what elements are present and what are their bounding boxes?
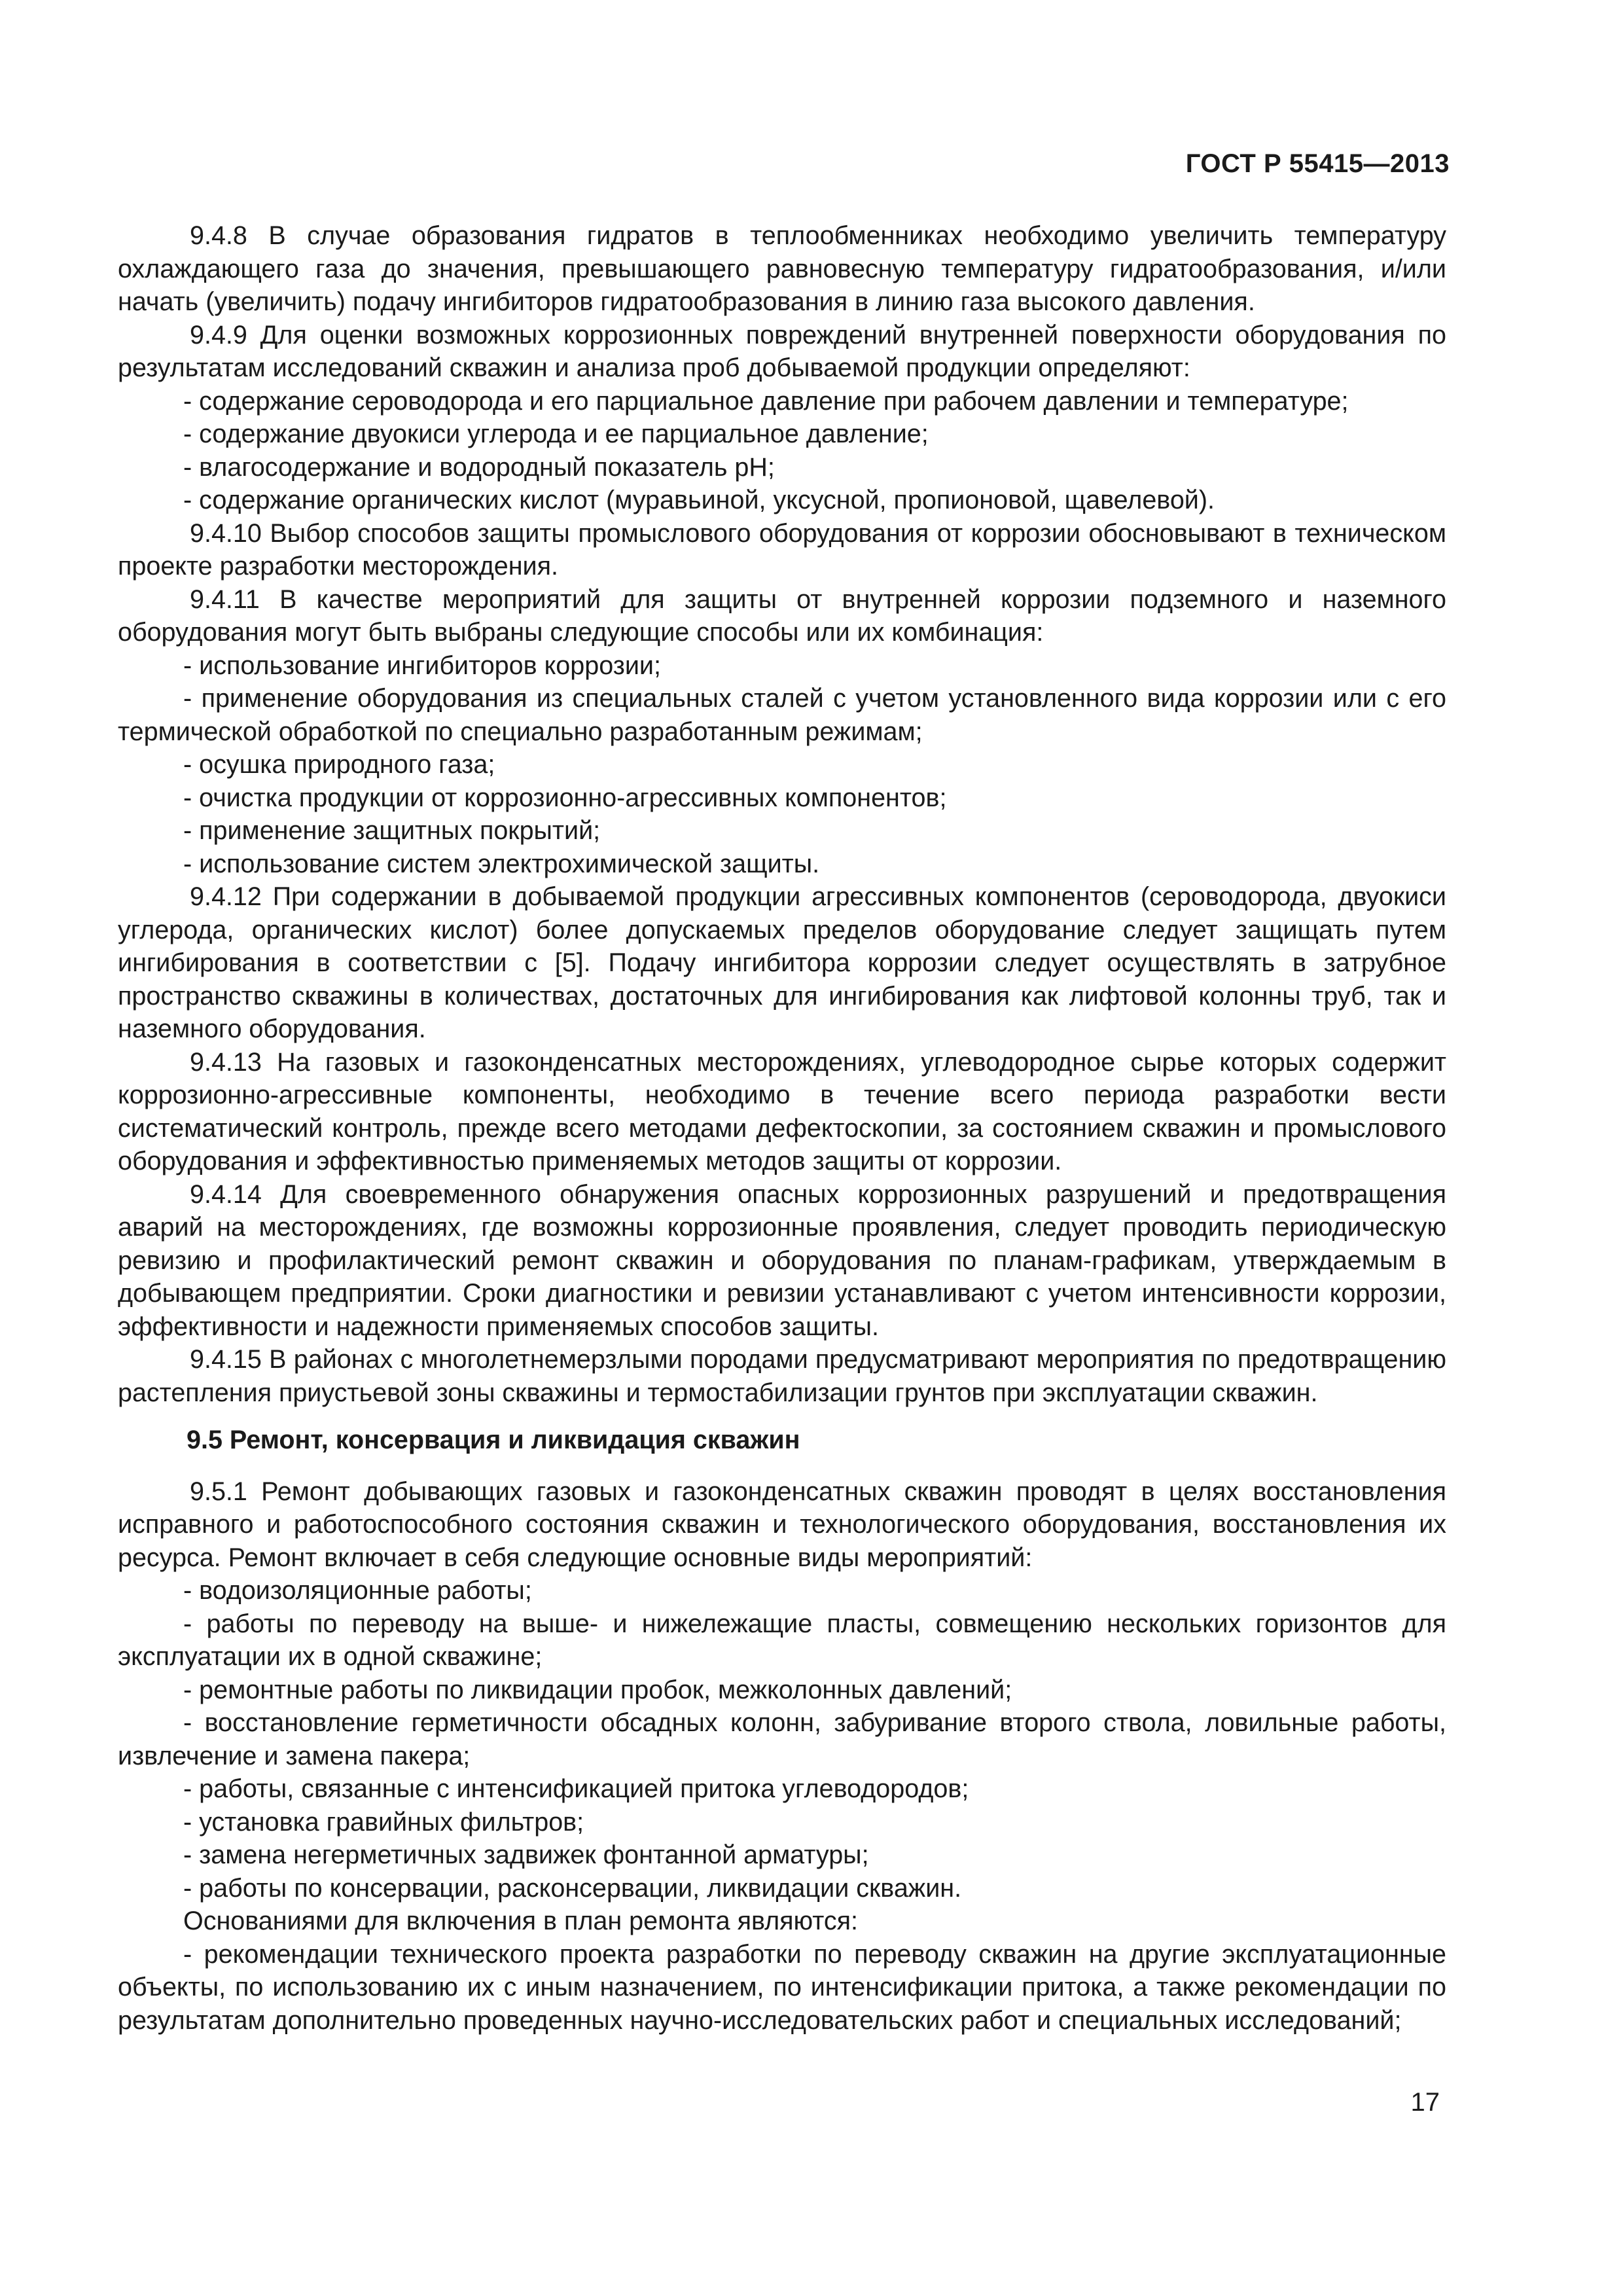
- paragraph-9-4-14: 9.4.14 Для своевременного обнаружения опасных коррозионных разрушений и предотвращения аварий на месторождениях, где возможны коррозионные проявления, следует проводить периодическую ревизию и профилактический ремонт скважин и оборудования по планам-графикам, утверждаемым в добывающем предприятии. Сроки диагностики и ревизии устанавливают с учетом интенсивности коррозии, эффективности и надежности применяемых способов защиты.: [118, 1179, 1446, 1341]
- list-item: - работы, связанные с интенсификацией притока углеводородов;: [183, 1774, 969, 1803]
- list-item: - влагосодержание и водородный показатель pH;: [183, 452, 775, 482]
- paragraph-9-4-10: 9.4.10 Выбор способов защиты промыслового оборудования от коррозии обосновывают в техническом проекте разработки месторождения.: [118, 518, 1446, 581]
- paragraph-9-4-15: 9.4.15 В районах с многолетнемерзлыми породами предусматривают мероприятия по предотвращению растепления приустьевой зоны скважины и термостабилизации грунтов при эксплуатации скважин.: [118, 1345, 1446, 1407]
- paragraph-9-4-11: 9.4.11 В качестве мероприятий для защиты от внутренней коррозии подземного и наземного оборудования могут быть выбраны следующие способы или их комбинация:: [118, 584, 1446, 647]
- list-item: - использование ингибиторов коррозии;: [183, 651, 661, 680]
- list-item: - содержание сероводорода и его парциальное давление при рабочем давлении и температуре;: [183, 386, 1349, 416]
- paragraph-9-4-13: 9.4.13 На газовых и газоконденсатных месторождениях, углеводородное сырье которых содержит коррозионно-агрессивные компоненты, необходимо в течение всего периода разработки вести систематический контроль, прежде всего методами дефектоскопии, за состоянием скважин и промыслового оборудования и эффективностью применяемых методов защиты от коррозии.: [118, 1047, 1446, 1175]
- page-number: 17: [1410, 2088, 1440, 2117]
- list-item: - восстановление герметичности обсадных колонн, забуривание второго ствола, ловильные работы, извлечение и замена пакера;: [118, 1708, 1446, 1770]
- list-item: - установка гравийных фильтров;: [183, 1807, 584, 1837]
- paragraph-9-4-9: 9.4.9 Для оценки возможных коррозионных повреждений внутренней поверхности оборудования по результатам исследований скважин и анализа проб добываемой продукции определяют:: [118, 320, 1446, 382]
- document-code: ГОСТ Р 55415—2013: [1185, 149, 1450, 178]
- list-item: - содержание органических кислот (муравьиной, уксусной, пропионовой, щавелевой).: [183, 486, 1215, 514]
- list-item: - водоизоляционные работы;: [183, 1576, 532, 1605]
- list-item: - очистка продукции от коррозионно-агрессивных компонентов;: [183, 783, 947, 812]
- list-item: - осушка природного газа;: [183, 750, 495, 779]
- document-body: [118, 219, 1446, 2037]
- list-item: - замена негерметичных задвижек фонтанной арматуры;: [183, 1840, 869, 1869]
- list-item: - применение защитных покрытий;: [183, 816, 601, 845]
- paragraph-9-4-12: 9.4.12 При содержании в добываемой продукции агрессивных компонентов (сероводорода, двуокиси углерода, органических кислот) более допускаемых пределов оборудование следует защищать путем ингибирования в соответствии с [5]. Подачу ингибитора коррозии следует осуществлять в затрубное пространство скважины в количествах, достаточных для ингибирования как лифтовой колонны труб, так и наземного оборудования.: [118, 882, 1446, 1043]
- list-item: - работы по переводу на выше- и нижележащие пласты, совмещению нескольких горизонтов для эксплуатации их в одной скважине;: [118, 1609, 1446, 1671]
- list-item: - содержание двуокиси углерода и ее парциальное давление;: [183, 420, 929, 448]
- list-lead-in: Основаниями для включения в план ремонта являются:: [183, 1907, 859, 1935]
- list-item: - использование систем электрохимической защиты.: [183, 849, 820, 878]
- paragraph-9-5-1: 9.5.1 Ремонт добывающих газовых и газоконденсатных скважин проводят в целях восстановления исправного и работоспособного состояния скважин и технологического оборудования, восстановления их ресурса. Ремонт включает в себя следующие основные виды мероприятий:: [118, 1477, 1446, 1572]
- list-item: - ремонтные работы по ликвидации пробок, межколонных давлений;: [183, 1675, 1012, 1704]
- list-item: - рекомендации технического проекта разработки по переводу скважин на другие эксплуатационные объекты, по использованию их с иным назначением, по интенсификации притока, а также рекомендации по результатам дополнительно проведенных научно-исследовательских работ и специальных исследований;: [118, 1939, 1446, 2035]
- list-item: - работы по консервации, расконсервации, ликвидации скважин.: [183, 1873, 962, 1903]
- section-heading: 9.5 Ремонт, консервация и ликвидация скважин: [187, 1426, 800, 1454]
- paragraph-9-4-8: 9.4.8 В случае образования гидратов в теплообменниках необходимо увеличить температуру охлаждающего газа до значения, превышающего равновесную температуру гидратообразования, и/или начать (увеличить) подачу ингибиторов гидратообразования в линию газа высокого давления.: [118, 221, 1446, 316]
- list-item: - применение оборудования из специальных сталей с учетом установленного вида коррозии или с его термической обработкой по специально разработанным режимам;: [118, 684, 1446, 746]
